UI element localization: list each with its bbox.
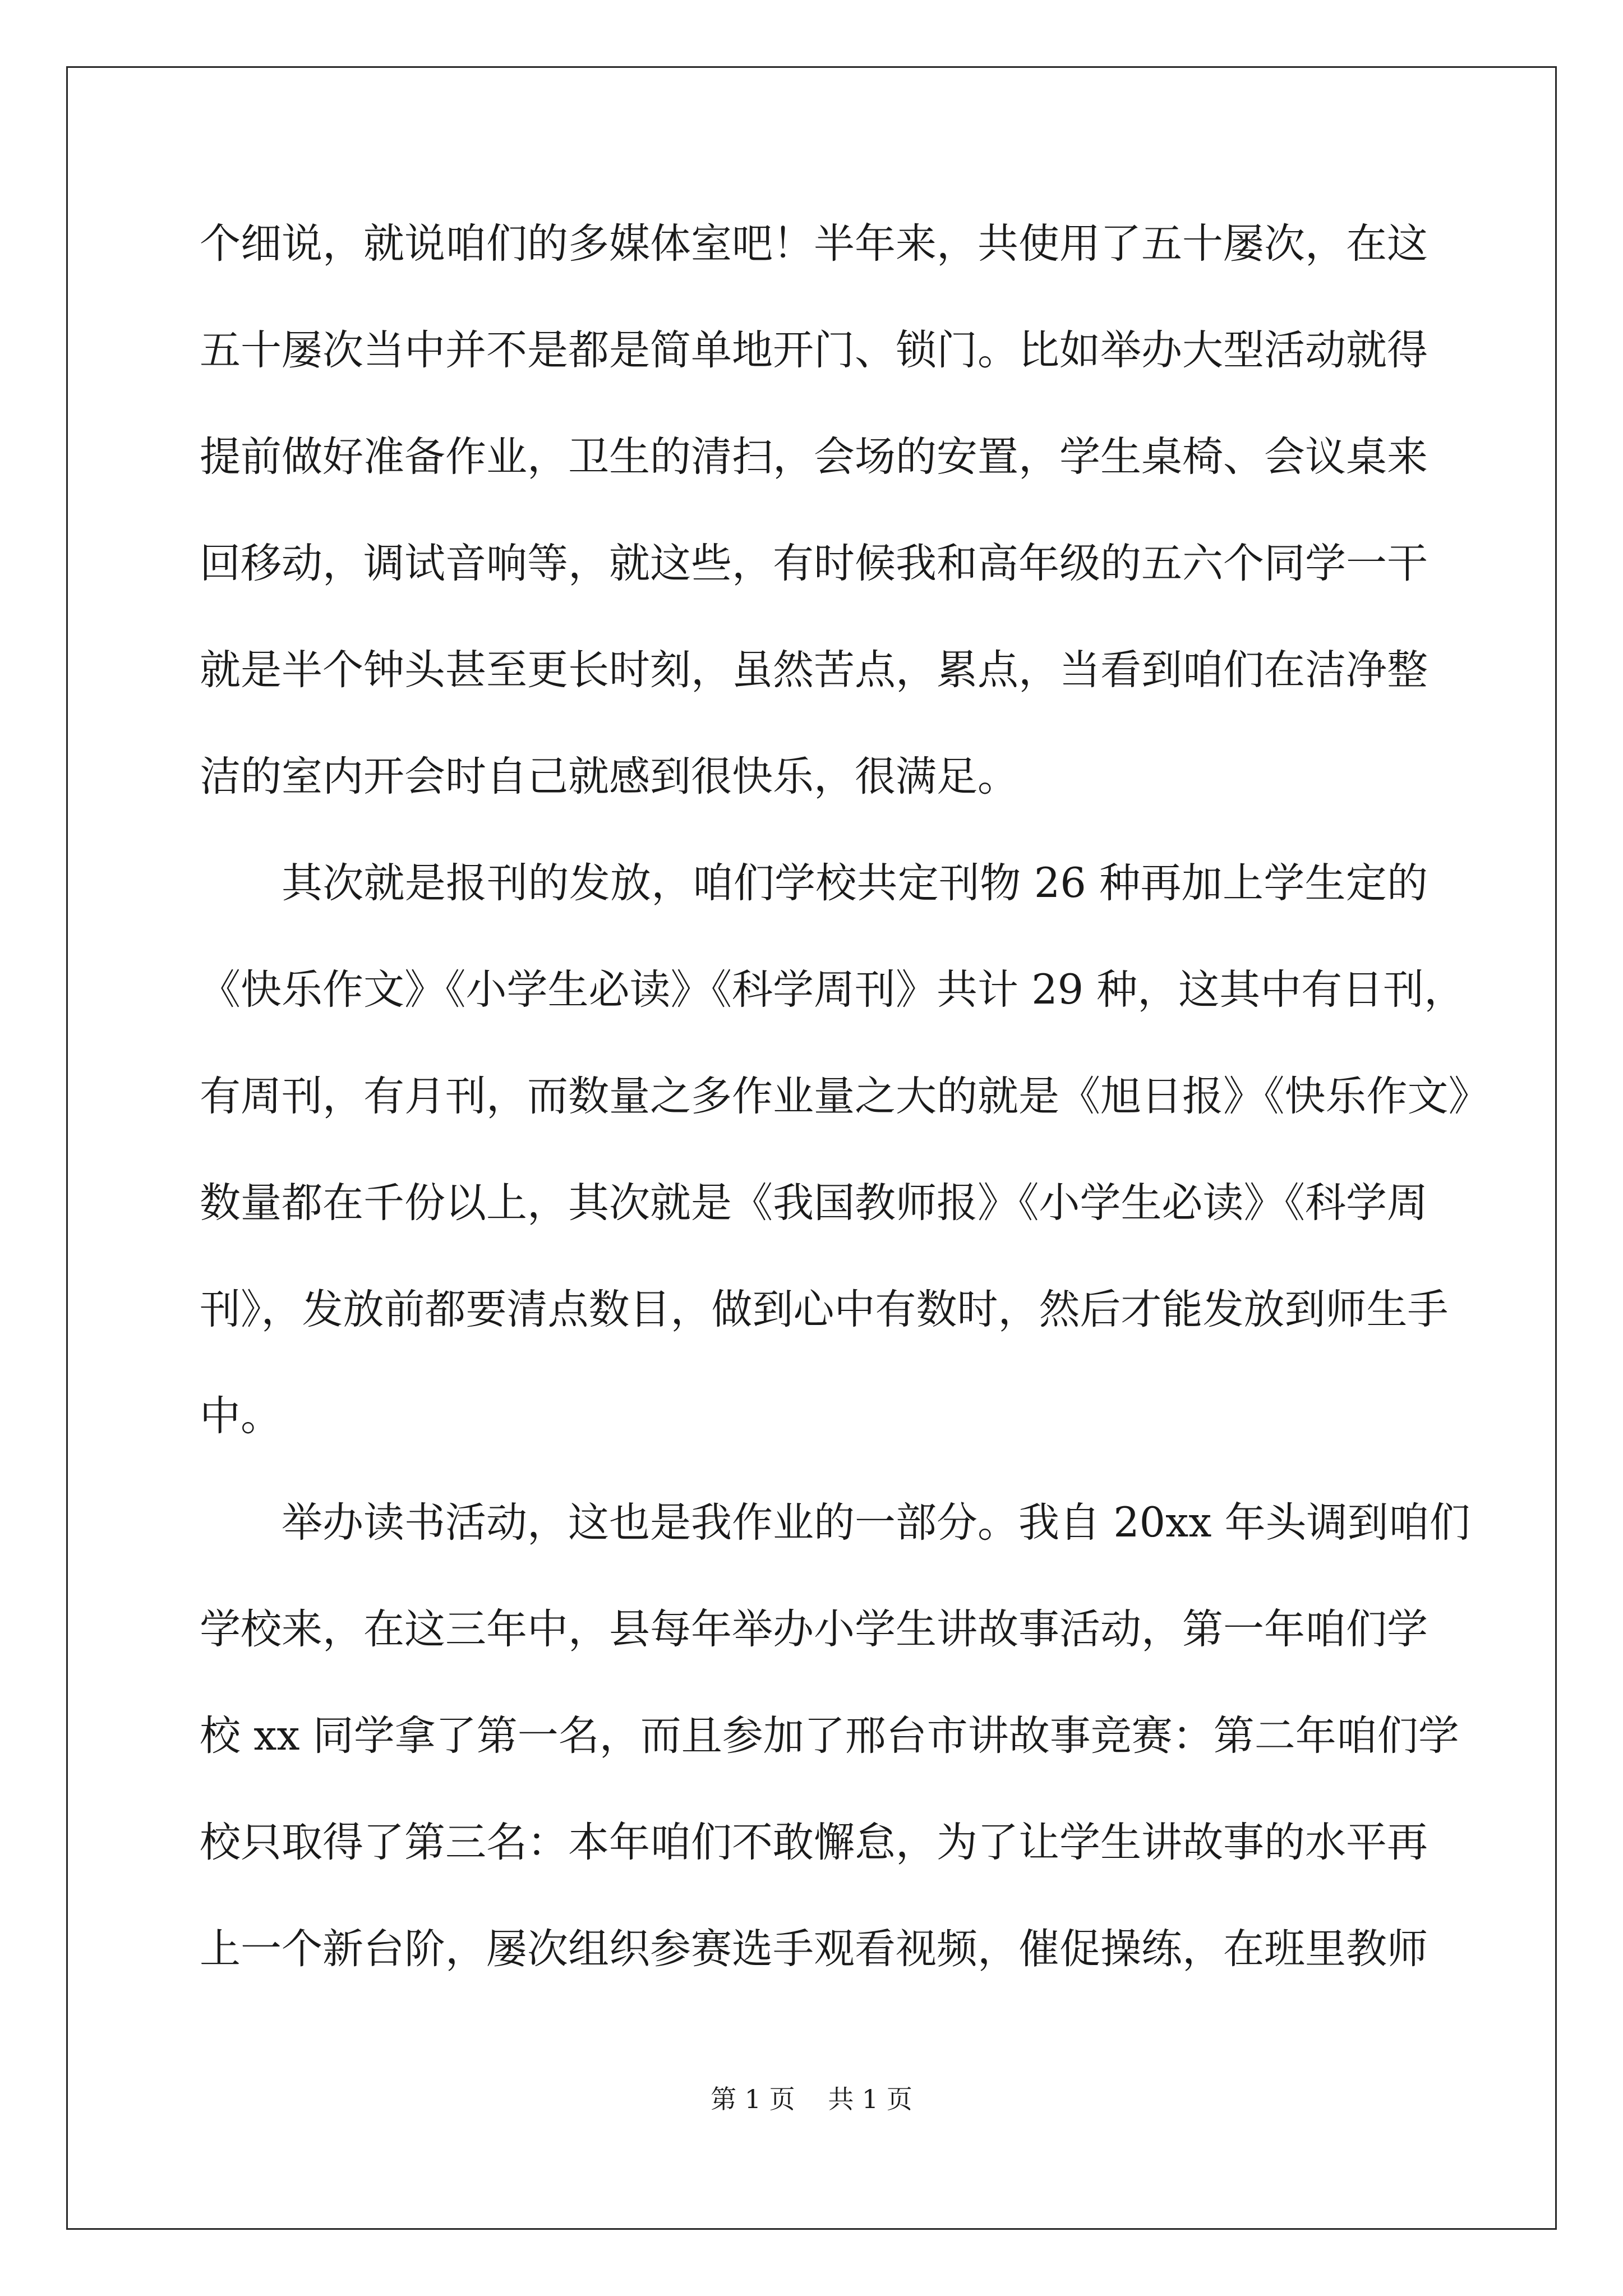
text-line (200, 533, 1428, 639)
text-line (200, 853, 1428, 959)
text-line (200, 746, 1428, 853)
text-line (200, 1705, 1459, 1812)
page-footer (0, 2079, 1623, 2116)
text-line (200, 1066, 1490, 1172)
text-line (200, 959, 1465, 1066)
line-text: 学校来，在这三年中，县每年举办小学生讲故事活动，第一年咱们学 (200, 1605, 1428, 1653)
text-line (200, 1386, 1428, 1492)
page-number: 第 1 页 (711, 2084, 795, 2114)
line-text: 校 xx 同学拿了第一名，而且参加了邢台市讲故事竞赛：第二年咱们学 (200, 1712, 1459, 1760)
line-text: 举办读书活动，这也是我作业的一部分。我自 20xx 年头调到咱们 (282, 1499, 1470, 1547)
text-line (200, 1812, 1428, 1918)
line-text: 就是半个钟头甚至更长时刻，虽然苦点，累点，当看到咱们在洁净整 (200, 646, 1428, 694)
line-text: 校只取得了第三名：本年咱们不敢懈怠，为了让学生讲故事的水平再 (200, 1819, 1428, 1866)
text-line (200, 1279, 1449, 1386)
document-body (200, 213, 1490, 2025)
text-line (200, 320, 1428, 426)
line-text: 其次就是报刊的发放，咱们学校共定刊物 26 种再加上学生定的 (282, 859, 1428, 907)
line-text: 中。 (200, 1392, 282, 1440)
text-line (200, 426, 1428, 533)
line-text: 《快乐作文》《小学生必读》《科学周刊》共计 29 种，这其中有日刊， (200, 966, 1465, 1014)
line-text: 个细说，就说咱们的多媒体室吧！半年来，共使用了五十屡次，在这 (200, 220, 1428, 268)
line-text: 五十屡次当中并不是都是简单地开门、锁门。比如举办大型活动就得 (200, 326, 1428, 374)
line-text: 刊》，发放前都要清点数目，做到心中有数时，然后才能发放到师生手 (200, 1286, 1449, 1333)
text-line (200, 1172, 1428, 1279)
text-line (200, 639, 1428, 746)
line-text: 有周刊，有月刊，而数量之多作业量之大的就是《旭日报》《快乐作文》 (200, 1073, 1490, 1120)
line-text: 提前做好准备作业，卫生的清扫，会场的安置，学生桌椅、会议桌来 (200, 433, 1428, 481)
text-line (200, 1599, 1428, 1705)
text-line (200, 1918, 1428, 2025)
text-line (200, 1492, 1470, 1599)
line-text: 洁的室内开会时自己就感到很快乐，很满足。 (200, 753, 1018, 800)
page-total: 共 1 页 (828, 2084, 912, 2114)
line-text: 数量都在千份以上，其次就是《我国教师报》《小学生必读》《科学周 (200, 1179, 1428, 1227)
text-line (200, 213, 1428, 320)
line-text: 回移动，调试音响等，就这些，有时候我和高年级的五六个同学一干 (200, 540, 1428, 587)
line-text: 上一个新台阶，屡次组织参赛选手观看视频，催促操练，在班里教师 (200, 1925, 1428, 1973)
